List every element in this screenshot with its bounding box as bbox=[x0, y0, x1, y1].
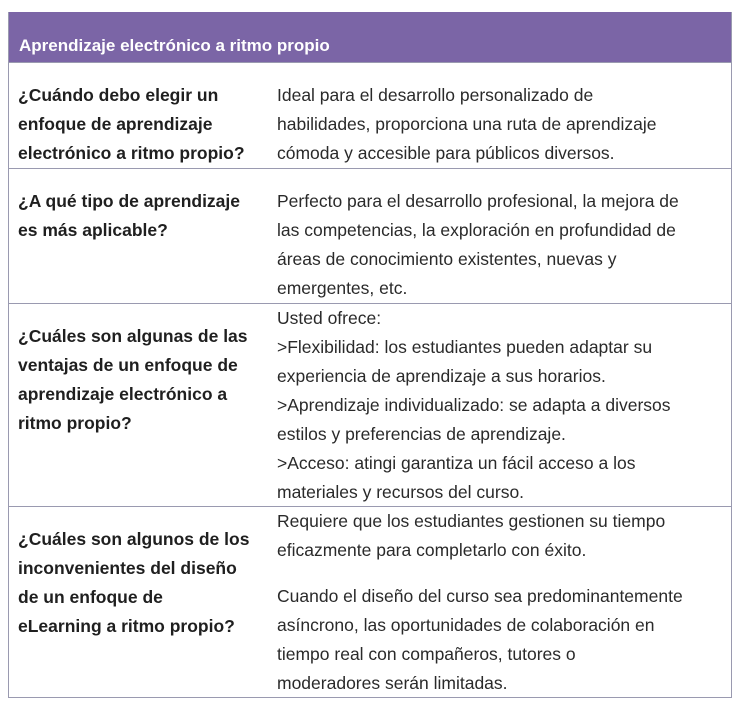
answer-cell bbox=[267, 169, 731, 303]
question-line: ¿Cuáles son algunos de los bbox=[18, 529, 250, 549]
question-cell bbox=[9, 63, 267, 168]
question-line: ¿Cuáles son algunas de las bbox=[18, 326, 248, 346]
question-line: electrónico a ritmo propio? bbox=[18, 143, 245, 163]
question-cell bbox=[9, 507, 267, 697]
answer-line: >Aprendizaje individualizado: se adapta a diversos bbox=[277, 395, 671, 415]
table-row bbox=[9, 303, 731, 506]
paragraph-gap bbox=[277, 565, 725, 582]
self-paced-elearning-table bbox=[8, 12, 732, 698]
answer-line: tiempo real con compañeros, tutores o bbox=[277, 644, 576, 664]
answer-line: Requiere que los estudiantes gestionen su tiempo bbox=[277, 511, 666, 531]
question-line: eLearning a ritmo propio? bbox=[18, 616, 235, 636]
answer-line: cómoda y accesible para públicos diversos. bbox=[277, 143, 615, 163]
question-line: ¿Cuándo debo elegir un bbox=[18, 85, 219, 105]
answer-line: áreas de conocimiento existentes, nuevas y bbox=[277, 249, 617, 269]
table-row bbox=[9, 168, 731, 303]
answer-line: Perfecto para el desarrollo profesional, la mejora de bbox=[277, 191, 679, 211]
question-cell bbox=[9, 169, 267, 303]
answer-line: materiales y recursos del curso. bbox=[277, 482, 525, 502]
answer-line: estilos y preferencias de aprendizaje. bbox=[277, 424, 566, 444]
answer-line: Usted ofrece: bbox=[277, 308, 382, 328]
question-line: ventajas de un enfoque de bbox=[18, 355, 238, 375]
question-line: ritmo propio? bbox=[18, 413, 132, 433]
answer-cell bbox=[267, 507, 731, 697]
answer-line: las competencias, la exploración en profundidad de bbox=[277, 220, 676, 240]
answer-line: moderadores serán limitadas. bbox=[277, 673, 508, 693]
answer-line: habilidades, proporciona una ruta de aprendizaje bbox=[277, 114, 657, 134]
answer-line: eficazmente para completarlo con éxito. bbox=[277, 540, 587, 560]
question-line: enfoque de aprendizaje bbox=[18, 114, 213, 134]
answer-line: emergentes, etc. bbox=[277, 278, 408, 298]
question-cell bbox=[9, 304, 267, 506]
table-header: Aprendizaje electrónico a ritmo propio bbox=[9, 12, 731, 62]
answer-line: Ideal para el desarrollo personalizado de bbox=[277, 85, 594, 105]
answer-line: asíncrono, las oportunidades de colaboración en bbox=[277, 615, 655, 635]
answer-cell bbox=[267, 63, 731, 168]
table-row bbox=[9, 62, 731, 168]
question-line: aprendizaje electrónico a bbox=[18, 384, 228, 404]
answer-line: experiencia de aprendizaje a sus horarios. bbox=[277, 366, 606, 386]
question-line: inconvenientes del diseño bbox=[18, 558, 237, 578]
question-line: es más aplicable? bbox=[18, 220, 168, 240]
answer-line: Cuando el diseño del curso sea predominantemente bbox=[277, 586, 683, 606]
answer-cell bbox=[267, 304, 731, 506]
question-line: de un enfoque de bbox=[18, 587, 163, 607]
question-line: ¿A qué tipo de aprendizaje bbox=[18, 191, 241, 211]
table-row bbox=[9, 506, 731, 697]
answer-line: >Acceso: atingi garantiza un fácil acceso a los bbox=[277, 453, 636, 473]
answer-line: >Flexibilidad: los estudiantes pueden adaptar su bbox=[277, 337, 653, 357]
